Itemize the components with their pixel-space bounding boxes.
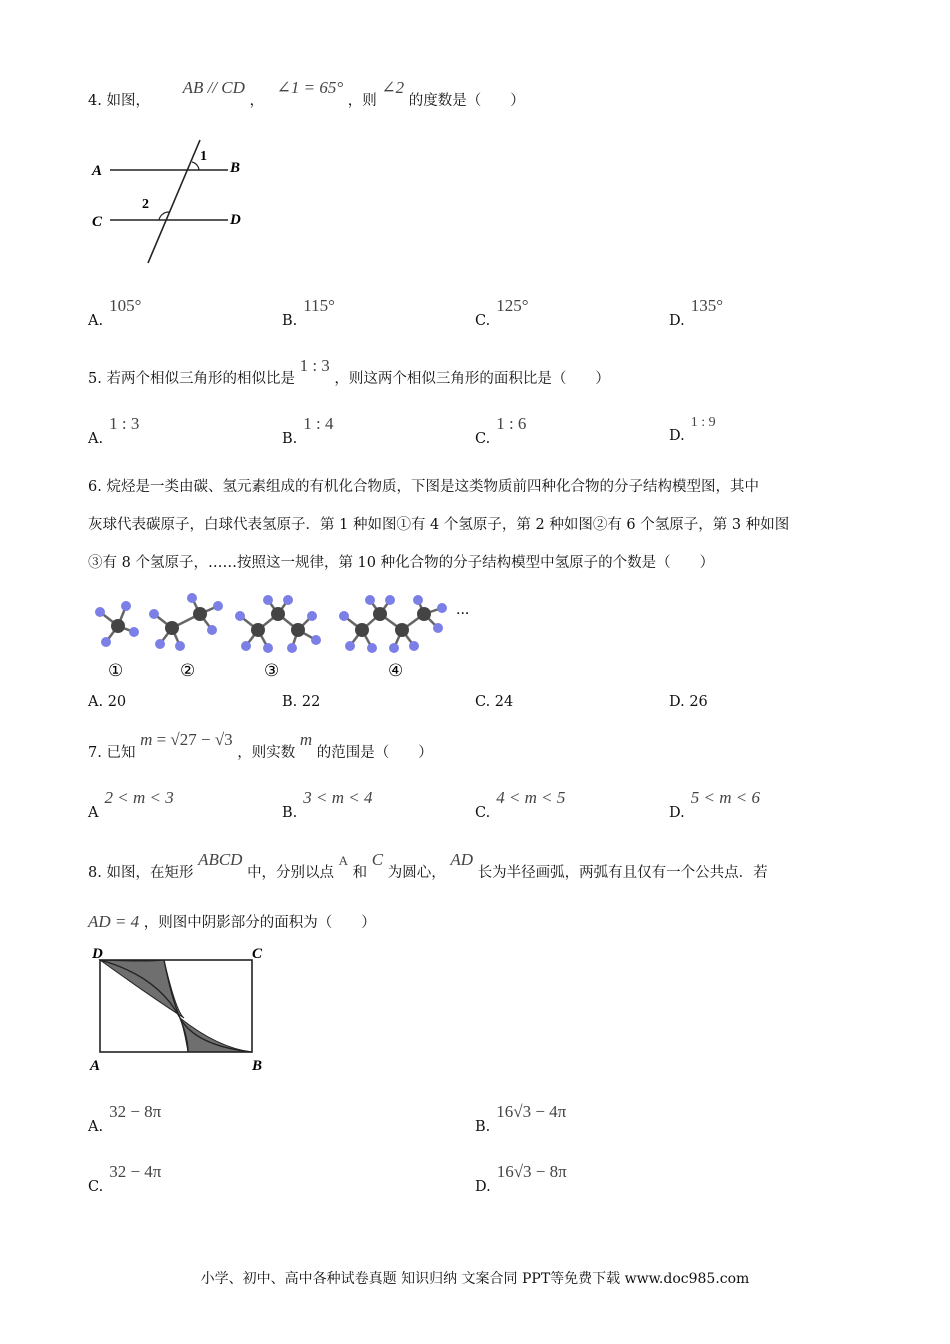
q4-suffix: 的度数是（ ） <box>408 93 525 109</box>
q5-stem <box>88 356 610 389</box>
opt-label: A <box>88 805 99 821</box>
q6-option-c[interactable] <box>475 694 513 710</box>
bonds <box>100 598 442 648</box>
opt-label: C. <box>475 431 491 447</box>
opt-value: 32 − 4π <box>109 1162 162 1181</box>
q8-stem <box>88 850 768 883</box>
opt-value: 1 : 3 <box>109 414 140 433</box>
q7-formula: = √27 − √3 <box>152 730 233 749</box>
q8-stem-line2 <box>88 912 376 933</box>
q8-point-c: C <box>371 850 384 869</box>
opt-value: 115° <box>303 296 335 315</box>
shaded-region-bottom <box>180 1018 252 1052</box>
q7-option-c[interactable] <box>475 788 566 822</box>
q6-line1: 6. 烷烃是一类由碳、氢元素组成的有机化合物质，下图是这类物质前四种化合物的分子结构模型图，其中 <box>88 479 759 495</box>
q8-option-b[interactable] <box>475 1102 567 1136</box>
q8-prefix: 8. 如图，在矩形 <box>88 865 194 881</box>
q7-option-a[interactable] <box>88 788 174 822</box>
opt-value: 1 : 6 <box>496 414 527 433</box>
opt-label: D. <box>669 805 685 821</box>
carbon-atoms <box>111 607 431 637</box>
label-c: C <box>252 946 263 962</box>
q4-sep1: ， <box>249 93 265 109</box>
q6-line2: 灰球代表碳原子，白球代表氢原子．第 1 种如图①有 4 个氢原子，第 2 种如图②有 6 个氢原子，第 3 种如图 <box>88 517 790 533</box>
opt-label: B. <box>475 1119 491 1135</box>
q8-suffix: 长为半径画弧，两弧有且仅有一个公共点．若 <box>477 865 768 881</box>
opt-label: A. <box>88 313 104 329</box>
opt-value: 16√3 − 8π <box>496 1162 567 1181</box>
label-2: 2 <box>142 197 149 212</box>
angle1-arc <box>192 162 199 170</box>
q8-option-d[interactable] <box>475 1162 567 1196</box>
opt-value: 105° <box>109 296 142 315</box>
q7-mid: ，则实数 <box>237 745 296 761</box>
opt-label: A. 20 <box>88 694 127 710</box>
opt-label: D. <box>669 428 685 444</box>
label-d: D <box>230 212 241 228</box>
q8-mid2: 为圆心， <box>387 865 446 881</box>
opt-value: 2 < m < 3 <box>104 788 174 807</box>
q7-formula-m: m <box>140 730 153 749</box>
q8-seg: AD <box>450 850 474 869</box>
q7-stem <box>88 730 433 763</box>
label-fig4: ④ <box>388 661 404 681</box>
q4-target: ∠2 <box>381 78 405 97</box>
q5-option-c[interactable] <box>475 414 527 448</box>
ellipsis: ··· <box>456 606 470 622</box>
q4-option-c[interactable] <box>475 296 529 330</box>
opt-value: 16√3 − 4π <box>496 1102 567 1121</box>
q4-option-b[interactable] <box>282 296 335 330</box>
opt-label: B. <box>282 313 298 329</box>
opt-label: D. <box>669 313 685 329</box>
opt-value: 32 − 8π <box>109 1102 162 1121</box>
q4-sep2: ，则 <box>347 93 377 109</box>
label-d: D <box>92 946 103 962</box>
q4-stem <box>88 78 525 111</box>
opt-label: D. 26 <box>669 694 708 710</box>
opt-label: A. <box>88 431 104 447</box>
q8-option-a[interactable] <box>88 1102 162 1136</box>
opt-value: 125° <box>496 296 529 315</box>
q4-prefix: 4. 如图， <box>88 93 150 109</box>
q6-option-a[interactable] <box>88 694 126 710</box>
opt-value: 5 < m < 6 <box>690 788 760 807</box>
opt-value: 1 : 4 <box>303 414 334 433</box>
opt-label: A. <box>88 1119 104 1135</box>
opt-label: C. <box>475 805 491 821</box>
q5-suffix: ，则这两个相似三角形的面积比是（ ） <box>334 371 610 387</box>
opt-value: 4 < m < 5 <box>496 788 566 807</box>
opt-label: D. <box>475 1179 491 1195</box>
q8-and: 和 <box>352 865 368 881</box>
q7-var: m <box>299 730 313 749</box>
label-b: B <box>252 1058 263 1074</box>
q8-formula: AD = 4 <box>88 912 140 931</box>
opt-label: B. 22 <box>282 694 321 710</box>
label-a: A <box>92 163 103 179</box>
opt-value: 1 : 9 <box>690 415 716 430</box>
label-a: A <box>90 1058 101 1074</box>
q5-option-d[interactable] <box>669 415 716 445</box>
opt-label: C. <box>475 313 491 329</box>
q6-option-d[interactable] <box>669 694 708 710</box>
q8-rect: ABCD <box>198 850 243 869</box>
label-b: B <box>230 160 241 176</box>
q6-figure <box>88 592 488 684</box>
opt-label: B. <box>282 805 298 821</box>
q5-ratio: 1 : 3 <box>299 356 330 375</box>
label-1: 1 <box>200 149 207 164</box>
q5-prefix: 5. 若两个相似三角形的相似比是 <box>88 371 295 387</box>
opt-label: C. 24 <box>475 694 514 710</box>
q5-option-b[interactable] <box>282 414 334 448</box>
q8-line2-suffix: ，则图中阴影部分的面积为（ ） <box>143 915 376 931</box>
q7-suffix: 的范围是（ ） <box>316 745 433 761</box>
shaded-region-top <box>100 960 184 1018</box>
label-c: C <box>92 214 103 230</box>
q6-line3: ③有 8 个氢原子，……按照这一规律，第 10 种化合物的分子结构模型中氢原子的个数是（ ） <box>88 555 715 571</box>
opt-label: B. <box>282 431 298 447</box>
page-footer: 小学、初中、高中各种试卷真题 知识归纳 文案合同 PPT等免费下载 www.doc985.com <box>200 1271 750 1287</box>
q6-stem <box>88 468 878 582</box>
q6-option-b[interactable] <box>282 694 320 710</box>
opt-label: C. <box>88 1179 104 1195</box>
label-fig1: ① <box>108 661 124 681</box>
q4-option-d[interactable] <box>669 296 724 330</box>
q8-mid1: 中，分别以点 <box>247 865 335 881</box>
q4-cond1: AB // CD <box>182 78 245 97</box>
q5-option-a[interactable] <box>88 414 140 448</box>
label-fig2: ② <box>180 661 196 681</box>
opt-value: 3 < m < 4 <box>303 788 373 807</box>
q7-prefix: 7. 已知 <box>88 745 136 761</box>
q7-option-b[interactable] <box>282 788 373 822</box>
q4-option-a[interactable] <box>88 296 142 330</box>
opt-value: 135° <box>690 296 724 315</box>
q4-cond2: ∠1 = 65° <box>276 78 344 97</box>
label-fig3: ③ <box>264 661 280 681</box>
q8-point-a: A <box>338 853 349 868</box>
q8-figure <box>88 942 278 1078</box>
q8-option-c[interactable] <box>88 1162 162 1196</box>
q4-figure <box>88 138 268 268</box>
transversal <box>148 140 200 263</box>
q7-option-d[interactable] <box>669 788 760 822</box>
